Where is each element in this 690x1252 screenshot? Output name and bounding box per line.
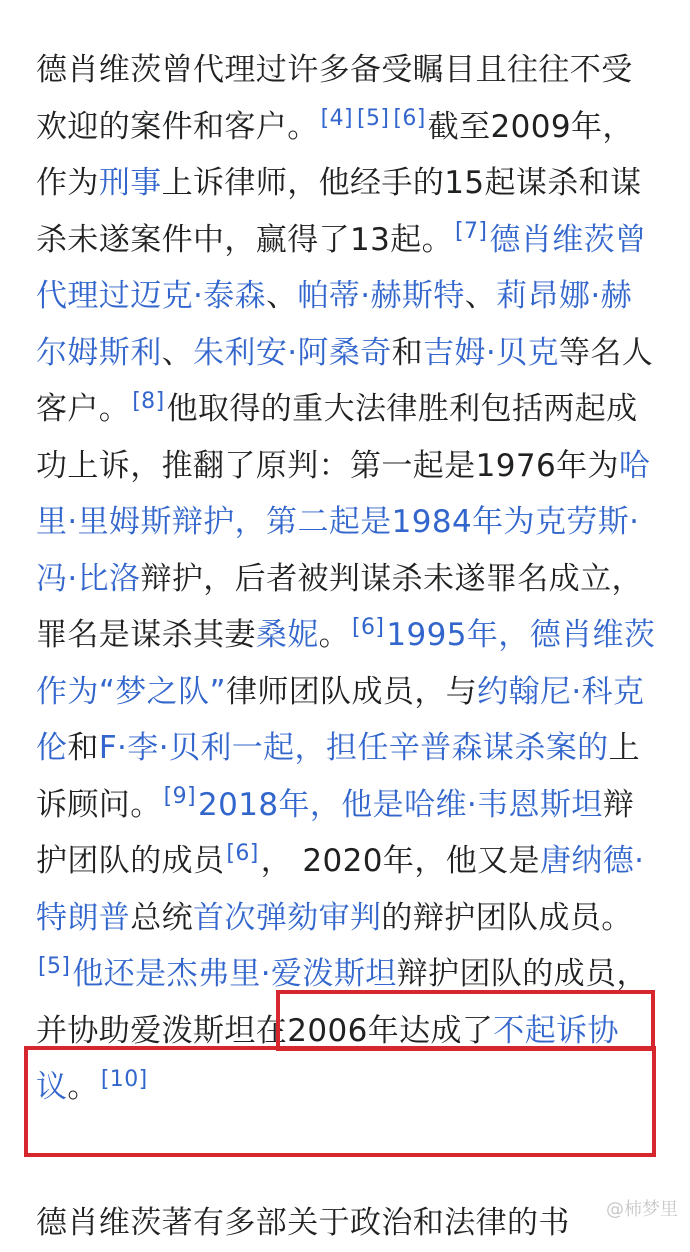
paragraph-text: 、 xyxy=(464,278,497,314)
paragraph-text: 总统 xyxy=(130,899,194,936)
paragraph-text: 。 xyxy=(318,617,351,653)
reference-link[interactable]: [8] xyxy=(132,388,165,414)
paragraph-text: 的辩护团队成员。 xyxy=(381,899,633,936)
reference-link[interactable]: [9] xyxy=(163,784,196,810)
paragraph-text: 辩护团队的成员，并协助爱泼斯坦在2006年达成了 xyxy=(36,956,648,1049)
paragraph-text: 和 xyxy=(67,730,99,766)
paragraph-text: 辩护，后者被判谋杀未遂罪名成立，罪名是谋杀其妻 xyxy=(36,560,643,653)
article-body xyxy=(36,42,662,1116)
wiki-link[interactable]: 1995年，德肖维茨作为 xyxy=(36,617,656,710)
wiki-link[interactable]: F·李·贝利一起，担任辛普森谋杀案的 xyxy=(98,730,609,766)
paragraph-text: 他取得的重大法律胜利包括两起成功上诉，推翻了原判：第一起是1976年为 xyxy=(36,391,638,484)
paragraph-text: 、 xyxy=(266,278,298,314)
reference-link[interactable]: [5] xyxy=(38,953,71,979)
paragraph xyxy=(36,42,662,1116)
watermark: @柿梦里 xyxy=(606,1199,678,1220)
reference-link[interactable]: [6] xyxy=(226,840,259,866)
reference-link[interactable]: [5] xyxy=(356,106,390,132)
wiki-link[interactable]: 莉昂娜·赫尔姆斯利 xyxy=(36,278,632,371)
paragraph-text: 上诉顾问。 xyxy=(36,730,640,823)
wiki-link[interactable]: 不起诉协议 xyxy=(36,1012,619,1105)
wiki-link[interactable]: 德肖维茨曾代理过迈克·泰森 xyxy=(36,221,647,314)
reference-link[interactable]: [6] xyxy=(352,614,385,640)
wiki-link[interactable]: 吉姆·贝克 xyxy=(423,334,559,371)
wiki-link[interactable]: 刑事 xyxy=(98,165,162,201)
wiki-link[interactable]: 唐纳德·特朗普 xyxy=(36,843,645,936)
wiki-link[interactable]: 他还是杰弗里·爱泼斯坦 xyxy=(72,956,397,992)
paragraph-text: 、 xyxy=(161,334,194,371)
reference-link[interactable]: [7] xyxy=(455,219,488,245)
paragraph-text: 。 xyxy=(67,1069,99,1105)
wiki-link[interactable]: 哈里·里姆斯辩护，第二起是1984年为克劳斯·冯·比洛 xyxy=(36,447,651,597)
paragraph-text: 律师团队成员，与 xyxy=(225,673,478,710)
reference-link[interactable]: [6] xyxy=(393,106,426,132)
wiki-link[interactable]: 桑妮 xyxy=(255,617,319,653)
wiki-link[interactable]: “梦之队” xyxy=(98,673,226,710)
paragraph-text: 和 xyxy=(391,334,424,371)
paragraph-text: 截至2009年，作为 xyxy=(36,108,634,201)
paragraph-text: 等名人客户。 xyxy=(36,334,654,427)
next-paragraph: 德肖维茨著有多部关于政治和法律的书 xyxy=(36,1205,570,1241)
reference-link[interactable]: [4] xyxy=(320,106,353,132)
wiki-link[interactable]: 朱利安·阿桑奇 xyxy=(193,334,392,371)
wiki-link[interactable]: 帕蒂·赫斯特 xyxy=(297,278,465,314)
paragraph-text: 上诉律师，他经手的15起谋杀和谋杀未遂案件中，赢得了13起。 xyxy=(36,165,642,258)
paragraph-text: 辩护团队的成员 xyxy=(36,786,635,879)
wiki-link[interactable]: 2018年，他是哈维·韦恩斯坦 xyxy=(197,786,603,823)
paragraph-text: ， 2020年，他又是 xyxy=(260,843,540,879)
wiki-link[interactable]: 约翰尼·科克伦 xyxy=(36,673,645,766)
paragraph-text: 德肖维茨曾代理过许多备受瞩目且往往不受欢迎的案件和客户。 xyxy=(36,52,633,145)
reference-link[interactable]: [10] xyxy=(100,1066,148,1092)
wiki-link[interactable]: 首次弹劾审判 xyxy=(193,899,382,936)
